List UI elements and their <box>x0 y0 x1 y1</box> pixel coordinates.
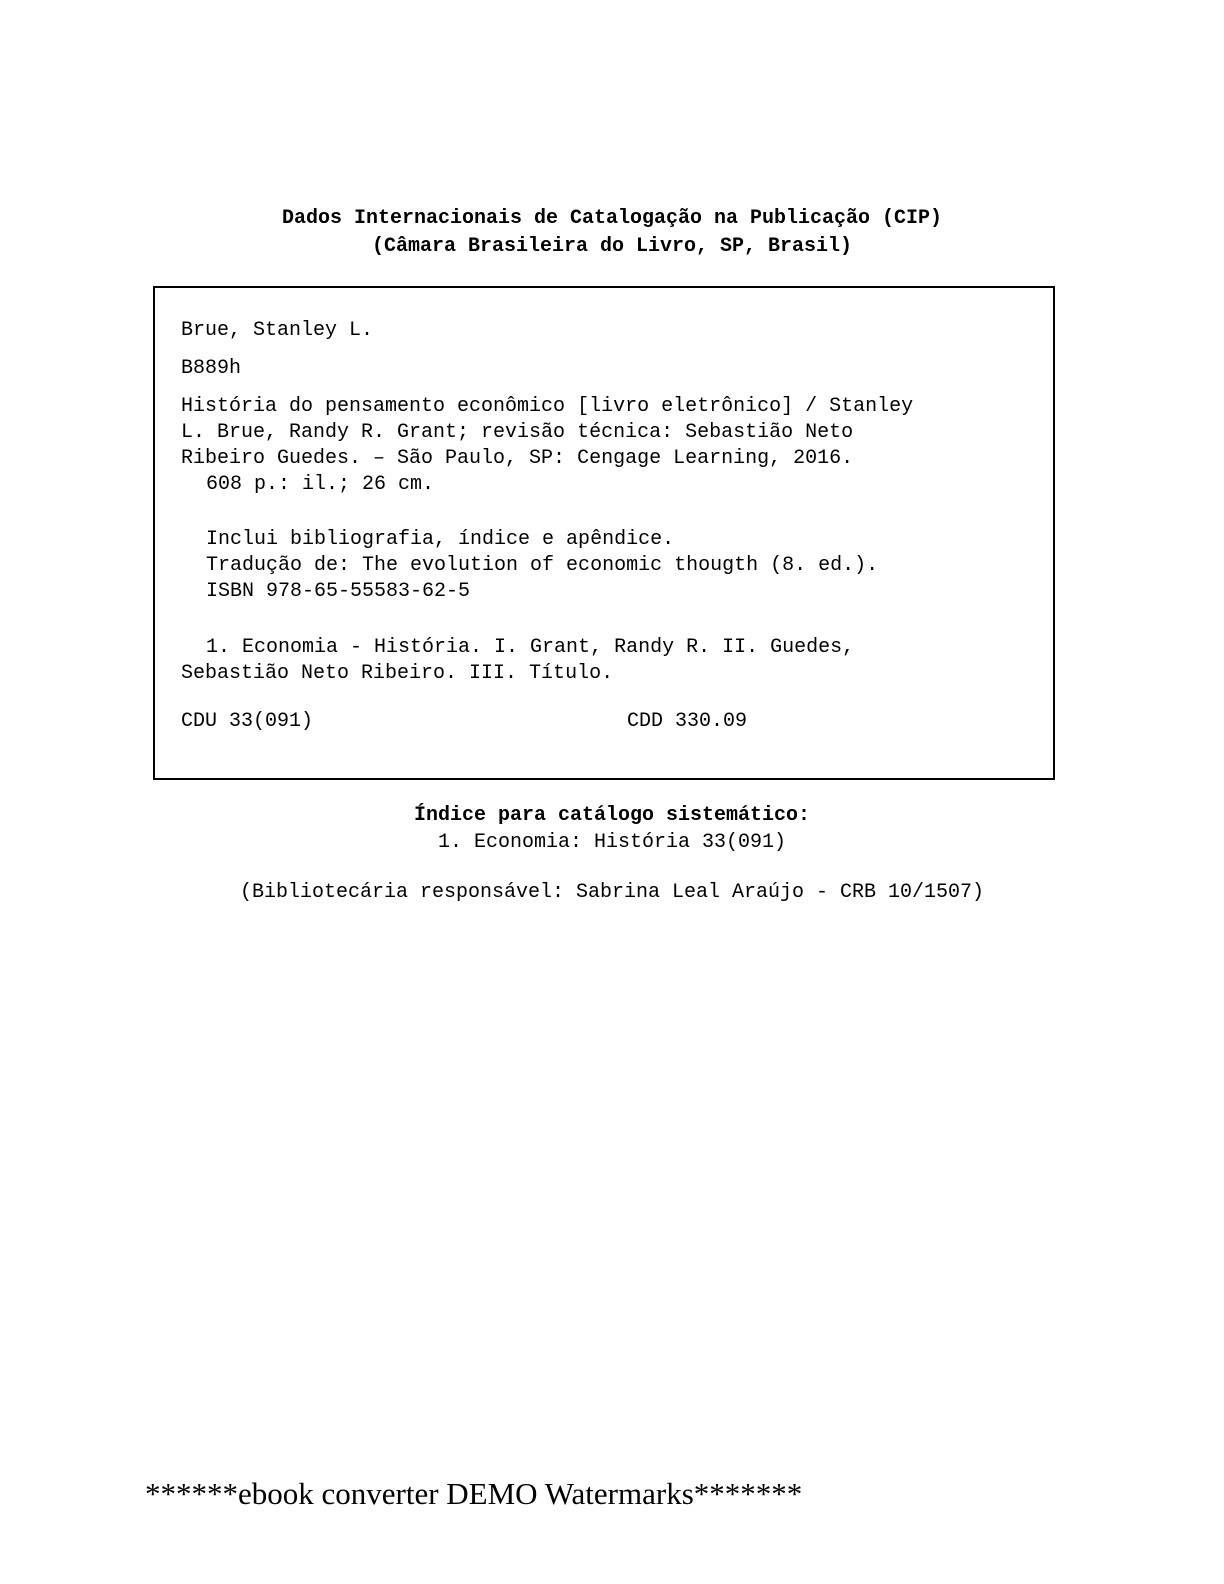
librarian-credit: (Bibliotecária responsável: Sabrina Leal Araújo - CRB 10/1507) <box>239 881 985 904</box>
cip-header-line2: (Câmara Brasileira do Livro, SP, Brasil) <box>371 235 853 258</box>
card-call-number: B889h <box>181 357 242 380</box>
card-title-line: História do pensamento econômico [livro eletrônico] / Stanley <box>181 395 914 418</box>
card-note: Tradução de: The evolution of economic thougth (8. ed.). <box>206 554 879 577</box>
demo-watermark: ******ebook converter DEMO Watermarks******* <box>145 1476 803 1511</box>
catalog-card <box>153 286 1055 780</box>
card-cdu: CDU 33(091) <box>181 710 314 733</box>
card-note: Inclui bibliografia, índice e apêndice. <box>206 528 675 551</box>
card-cdd: CDD 330.09 <box>627 710 748 733</box>
card-physical-description: 608 p.: il.; 26 cm. <box>206 473 435 496</box>
card-title-line: Ribeiro Guedes. – São Paulo, SP: Cengage Learning, 2016. <box>181 447 854 470</box>
card-note: ISBN 978-65-55583-62-5 <box>206 580 471 603</box>
index-heading: Índice para catálogo sistemático: <box>413 804 811 827</box>
index-entry: 1. Economia: História 33(091) <box>437 831 787 854</box>
card-subjects-line: 1. Economia - História. I. Grant, Randy R. II. Guedes, <box>206 636 855 659</box>
card-subjects-line: Sebastião Neto Ribeiro. III. Título. <box>181 662 614 685</box>
card-author: Brue, Stanley L. <box>181 319 374 342</box>
card-title-line: L. Brue, Randy R. Grant; revisão técnica: Sebastião Neto <box>181 421 854 444</box>
cip-header-line1: Dados Internacionais de Catalogação na Publicação (CIP) <box>281 207 943 230</box>
